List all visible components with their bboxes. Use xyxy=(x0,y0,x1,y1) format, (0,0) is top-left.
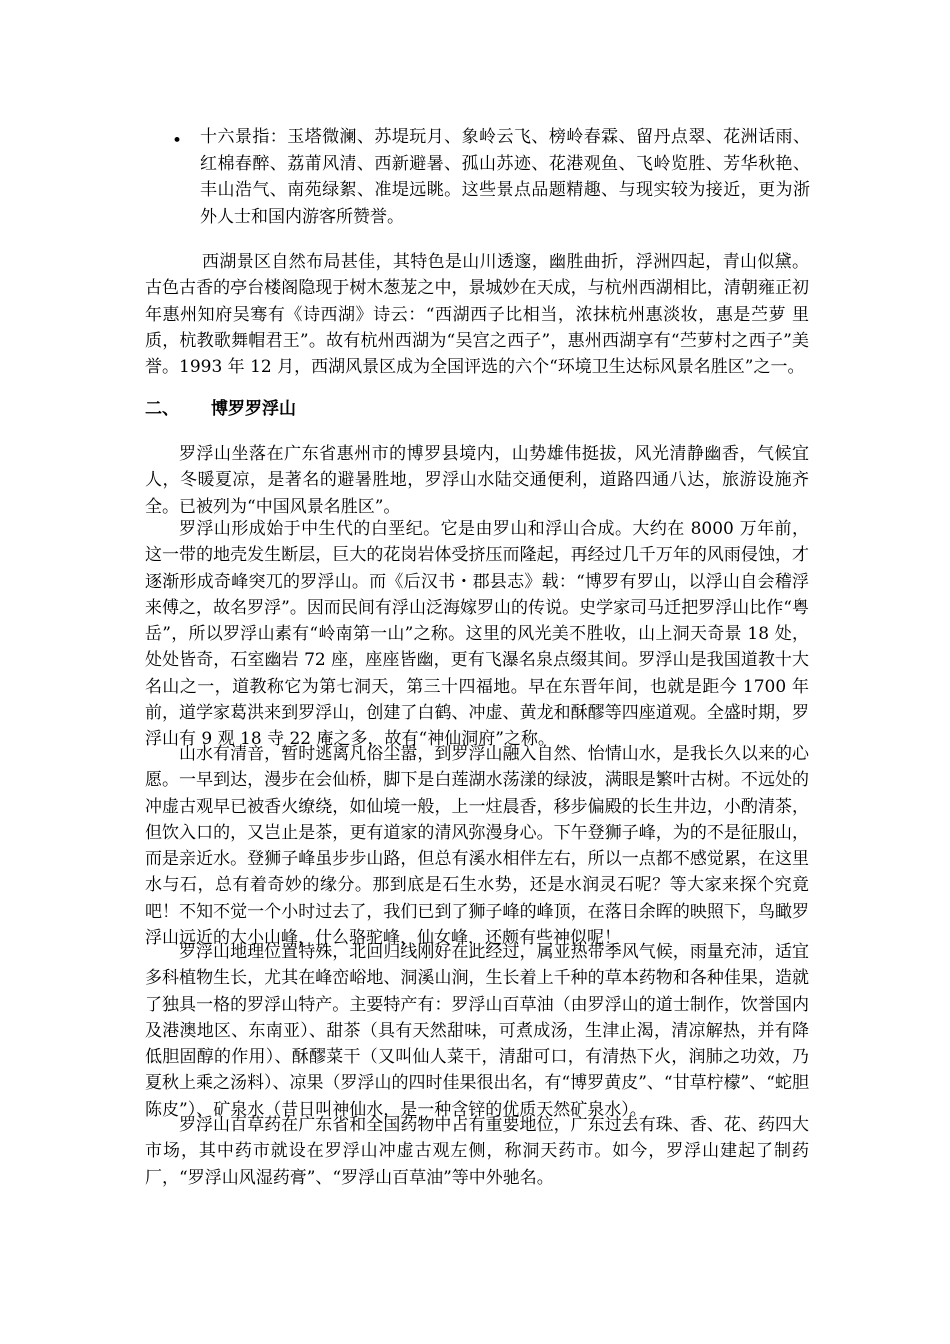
section-number: 二、 xyxy=(145,399,179,419)
luofu-geology-paragraph: 罗浮山形成始于中生代的白垩纪。它是由罗山和浮山合成。大约在 8000 万年前，这一带的地壳发生断层，巨大的花岗岩体受挤压而隆起，再经过几千万年的风雨侵蚀，才逐渐形成奇峰突兀的罗浮山。而《后汉书・郡县志》载：“博罗有罗山，以浮山自会稽浮来傅之，故名罗浮”。因而民间有浮山泛海嫁罗山的传说。史学家司马迁把罗浮山比作“粤岳”，所以罗浮山素有“岭南第一山”之称。这里的风光美不胜收，山上洞天奇景 18 处，处处皆奇，石室幽岩 72 座，座座皆幽，更有飞瀑名泉点缀其间。罗浮山是我国道教十大名山之一，道教称它为第七洞天，第三十四福地。早在东晋年间，也就是距今 1700 年前，道学家葛洪来到罗浮山，创建了白鹤、冲虚、黄龙和酥醪等四座道观。全盛时期，罗浮山有 9 观 18 寺 22 庵之多，故有“神仙洞府”之称。 xyxy=(145,519,809,750)
bullet-icon: • xyxy=(172,131,183,151)
luofu-intro-paragraph: 罗浮山坐落在广东省惠州市的博罗县境内，山势雄伟挺拔，风光清静幽香，气候宜人，冬暖夏凉，是著名的避暑胜地，罗浮山水陆交通便利，道路四通八达，旅游设施齐全。已被列为“中国风景名胜区”。 xyxy=(145,444,809,517)
luofu-travel-paragraph: 山水有清音，暂时逃离凡俗尘嚣，到罗浮山融入自然、怡情山水，是我长久以来的心愿。一早到达，漫步在会仙桥，脚下是白莲湖水荡漾的绿波，满眼是繁叶古树。不远处的冲虚古观早已被香火缭绕，如仙境一般，上一炷晨香，移步偏殿的长生井边，小酌清茶，但饮入口的，又岂止是茶，更有道家的清风弥漫身心。下午登狮子峰，为的不是征服山，而是亲近水。登狮子峰虽步步山路，但总有溪水相伴左右，所以一点都不感觉累，在这里水与石，总有着奇妙的缘分。那到底是石生水势，还是水润灵石呢？等大家来探个究竟吧！不知不觉一个小时过去了，我们已到了狮子峰的峰顶，在落日余晖的映照下，鸟瞰罗浮山远近的大小山峰，什么骆驼峰，仙女峰，还颇有些神似呢！ xyxy=(145,744,809,949)
section-title: 博罗罗浮山 xyxy=(211,399,296,419)
scenic-spots-list-item xyxy=(172,124,812,230)
section-heading xyxy=(145,396,296,422)
luofu-medicine-paragraph: 罗浮山百草药在广东省和全国药物中占有重要地位，广东过去有珠、香、花、药四大市场，其中药市就设在罗浮山冲虚古观左侧，称洞天药市。如今，罗浮山建起了制药厂，“罗浮山风湿药膏”、“罗浮山百草油”等中外驰名。 xyxy=(145,1115,809,1188)
west-lake-paragraph: 西湖景区自然布局甚佳，其特色是山川透邃，幽胜曲折，浮洲四起，青山似黛。古色古香的亭台楼阁隐现于树木葱茏之中，景城妙在天成，与杭州西湖相比，清朝雍正初年惠州知府吴骞有《诗西湖》诗云：“西湖西子比相当，浓抹杭州惠淡妆，惠是苎萝 里质，杭教歌舞帽君王”。故有杭州西湖为“吴宫之西子”，惠州西湖享有“苎萝村之西子”美誉。1993 年 12 月，西湖风景区成为全国评选的六个“环境卫生达标风景名胜区”之一。 xyxy=(145,252,809,378)
luofu-specialties-paragraph: 罗浮山地理位置特殊，北回归线刚好在此经过，属亚热带季风气候，雨量充沛，适宜多科植物生长，尤其在峰峦峪地、洞溪山涧，生长着上千种的草本药物和各种佳果，造就了独具一格的罗浮山特产。主要特产有：罗浮山百草油（由罗浮山的道士制作，饮誉国内及港澳地区、东南亚）、甜茶（具有天然甜味，可煮成汤，生津止渴，清凉解热，并有降低胆固醇的作用）、酥醪菜干（又叫仙人菜干，清甜可口，有清热下火，润肺之功效，乃夏秋上乘之汤料）、凉果（罗浮山的四时佳果很出名，有“博罗黄皮”、“甘草柠檬”、“蛇胆陈皮”）、矿泉水（昔日叫神仙水，是一种含锌的优质天然矿泉水）。 xyxy=(145,942,809,1120)
scenic-spots-text: 十六景指：玉塔微澜、苏堤玩月、象岭云飞、榜岭春霖、留丹点翠、花洲话雨、红棉春醉、荔莆风清、西新避暑、孤山苏迹、花港观鱼、飞岭览胜、芳华秋艳、丰山浩气、南苑绿絮、准堤远眺。这些景点品题精趣、与现实较为接近，更为浙外人士和国内游客所赞誉。 xyxy=(200,127,810,227)
